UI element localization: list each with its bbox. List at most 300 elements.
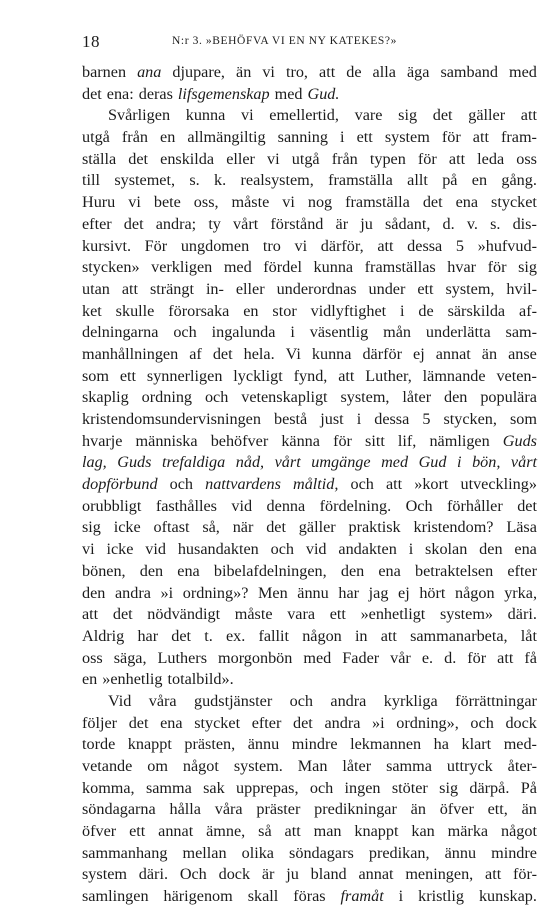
word: 5 (422, 410, 431, 428)
word: få (524, 648, 537, 667)
text-line (82, 539, 537, 561)
word: ena: (106, 84, 134, 103)
word: ena (177, 561, 200, 580)
word: meningen, (405, 865, 474, 884)
word: stycken» (82, 258, 140, 277)
word: måste (234, 605, 273, 624)
word: kan (411, 822, 435, 841)
word: gång. (501, 171, 537, 190)
word: sak (203, 778, 225, 797)
word: vårt (233, 214, 259, 233)
word: gudstjänster (193, 691, 273, 710)
word: vår (390, 648, 411, 667)
word: vare (354, 106, 383, 125)
word: vid (145, 540, 166, 559)
text-line (82, 843, 537, 865)
word: fördelning. (319, 496, 392, 515)
word: för (487, 258, 507, 277)
text-line (82, 387, 537, 409)
word: behöfver (210, 431, 269, 450)
word: det (82, 84, 102, 103)
word: så, (202, 518, 220, 537)
word: är (335, 214, 349, 233)
word: djupare, (172, 63, 225, 81)
word: i (356, 410, 362, 428)
word: däri. (138, 865, 168, 884)
word: öfver (439, 800, 474, 819)
word: på (442, 171, 458, 190)
word: hålla (169, 800, 201, 819)
word: något (182, 757, 219, 775)
word: mån (383, 323, 411, 342)
word: typen (369, 149, 406, 168)
word: vi (294, 236, 308, 255)
text-line (82, 517, 537, 539)
word: i (457, 453, 462, 472)
word: ena (514, 540, 537, 559)
running-title: N:r 3. »BEHÖFVA VI EN NY KATEKES?» (172, 35, 397, 47)
word: annat (435, 344, 471, 363)
word: något (501, 822, 537, 841)
word: samlingen (82, 887, 149, 906)
word: enskilda (160, 149, 215, 168)
word: alla (372, 63, 396, 81)
text-line (82, 821, 537, 843)
word: ty (208, 214, 221, 233)
word: stycket (194, 713, 241, 732)
word: däri. (507, 605, 537, 624)
word: våra (214, 800, 243, 819)
word: oss (82, 648, 103, 667)
text-line (82, 366, 537, 388)
word: s. (189, 171, 200, 190)
word: ämne, (206, 822, 246, 841)
text-line (82, 214, 537, 236)
word: särskilda (447, 301, 506, 320)
word: k. (214, 171, 227, 190)
word: det (293, 713, 313, 732)
word: en (243, 301, 259, 320)
word: mindre (291, 735, 338, 754)
word: sig (398, 106, 418, 125)
word: de (418, 301, 434, 320)
word: manhållningen (82, 344, 179, 363)
word: från (121, 128, 148, 147)
word: underlätta (425, 323, 491, 342)
word: framåt (340, 887, 384, 906)
word: ett (329, 605, 346, 624)
text-line (82, 431, 537, 453)
text-line (82, 236, 537, 258)
word: med (381, 453, 409, 472)
word: framställa (345, 193, 410, 212)
word: orubbligt (82, 496, 142, 515)
word: är (261, 865, 275, 884)
word: ej (398, 583, 410, 602)
word: skulle (115, 301, 155, 320)
word: oss (516, 149, 537, 168)
word: umgänge (311, 453, 371, 472)
word: vetenskapligt (241, 388, 328, 407)
word: det (171, 626, 192, 645)
word: i (408, 540, 414, 559)
word: 5 (455, 236, 464, 255)
text-line (82, 561, 537, 583)
text-line (82, 279, 537, 301)
word: Gud. (307, 84, 340, 103)
word: Guds (117, 453, 152, 472)
word: Vi (285, 344, 301, 363)
word: d. (442, 214, 455, 233)
word: utveckling» (460, 475, 537, 494)
word: sådant, (385, 214, 431, 233)
word: e. (421, 648, 434, 667)
word: den (139, 561, 164, 580)
word: förrättningar (455, 691, 537, 710)
word: det (432, 106, 453, 125)
word: efter (251, 713, 282, 732)
word: morgonbön (218, 648, 293, 667)
word: förhåller (447, 496, 503, 515)
word: för- (513, 865, 537, 884)
word: vara (287, 605, 316, 624)
word: dopförbund (82, 475, 158, 494)
word: lag, (82, 453, 107, 472)
word: måltid, (293, 475, 339, 494)
word: och (350, 475, 374, 494)
word: d. (444, 648, 457, 667)
word: vetande (82, 757, 133, 775)
word: så (258, 822, 272, 841)
word: »enhetlig (102, 670, 163, 689)
word: sig (82, 518, 101, 537)
word: Och (179, 865, 207, 884)
word: af (189, 344, 202, 363)
word: utan (82, 279, 110, 298)
word: uttryck (446, 757, 493, 775)
word: äga (406, 63, 430, 81)
word: ej (413, 344, 425, 363)
word: tro, (285, 63, 308, 81)
word: med- (503, 735, 537, 754)
word: ingen (344, 778, 381, 797)
word: yrka, (504, 583, 537, 602)
word: föras (293, 887, 326, 906)
word: nämligen (429, 431, 490, 450)
word: ett (129, 822, 146, 841)
word: stöter (391, 778, 428, 797)
word: som (82, 366, 109, 385)
word: fasthålles (155, 496, 217, 515)
word: hvarje (82, 431, 123, 450)
text-line (82, 322, 537, 344)
word: vi (240, 106, 254, 125)
word: utgå (291, 149, 320, 168)
word: därpå. (469, 778, 510, 797)
word: ett (356, 128, 373, 147)
word: ena (160, 713, 183, 732)
word: härigenom (163, 887, 233, 906)
word: deras (138, 84, 173, 103)
word: söndagarna (82, 800, 156, 819)
word: det (212, 344, 233, 363)
word: »i (372, 713, 385, 732)
word: vi (282, 193, 295, 212)
word: »enhetligt (360, 605, 426, 624)
word: mellan (182, 843, 227, 862)
word: samband (440, 63, 498, 81)
word: att (380, 626, 397, 645)
word: öfver (82, 822, 117, 841)
text-line (82, 583, 537, 605)
word: annat (158, 822, 194, 841)
body-text (82, 62, 537, 908)
word: husandakten (177, 540, 259, 559)
word: klart (461, 735, 492, 754)
word: om (147, 757, 168, 775)
word: andra (324, 713, 361, 732)
word: nödvändigt (147, 605, 221, 624)
word: och (173, 323, 197, 342)
word: tro (262, 236, 281, 255)
word: lif, (397, 431, 417, 450)
word: att (485, 865, 502, 884)
text-line (82, 257, 537, 279)
word: nåd, (235, 453, 265, 472)
word: verkligen (151, 258, 213, 277)
word: sammanhang (82, 843, 168, 862)
word: förorsaka (168, 301, 230, 320)
word: med (223, 258, 252, 277)
word: än (521, 800, 537, 819)
word: sitt (365, 431, 385, 450)
word: skaplig (82, 388, 129, 407)
word: den (82, 583, 106, 602)
word: den (479, 540, 503, 559)
word: än (481, 344, 498, 363)
word: ex. (225, 626, 246, 645)
word: i (400, 301, 405, 320)
word: vid (231, 496, 253, 515)
word: väsentlig (309, 323, 369, 342)
word: som (509, 410, 537, 428)
word: utgå (82, 128, 110, 147)
word: i (398, 887, 404, 906)
word: sanning (277, 128, 328, 147)
word: bland (310, 865, 347, 884)
word: man (313, 822, 342, 841)
word: vidlyftighet (310, 301, 387, 320)
word: för (467, 648, 487, 667)
word: de (346, 63, 362, 81)
word: lyckligt (233, 366, 283, 385)
word: lämnande (422, 366, 486, 385)
word: populära (480, 388, 537, 407)
word: ett (417, 279, 434, 298)
word: med (509, 63, 537, 81)
word: den (340, 561, 365, 580)
word: oss, (193, 193, 219, 212)
word: gäller (468, 106, 506, 125)
word: torde (82, 735, 116, 754)
text-line (82, 62, 537, 84)
word: fynd, (293, 366, 328, 385)
word: en (160, 128, 176, 147)
word: måste (231, 193, 270, 212)
word: någon (455, 583, 495, 602)
word: och (289, 691, 313, 710)
word: allmängiltig (187, 128, 266, 147)
word: lifsgemenskap (177, 84, 270, 103)
text-line (82, 170, 537, 192)
word: sig (439, 778, 459, 797)
word: annat (358, 865, 394, 884)
word: Huru (82, 193, 116, 212)
text-line (82, 301, 537, 323)
word: låter (342, 757, 372, 775)
word: bönen, (82, 561, 126, 580)
word: märka (447, 822, 489, 841)
text-line (82, 886, 537, 908)
word: att (472, 128, 489, 147)
word: in- (205, 279, 224, 298)
word: Luther, (365, 366, 412, 385)
word: olika (241, 843, 274, 862)
word: ju (286, 865, 299, 884)
word: att (448, 149, 466, 168)
word: ett (119, 366, 137, 385)
word: lekmannen (350, 735, 422, 754)
word: för (333, 431, 352, 450)
word: det (123, 214, 144, 233)
word: leda (477, 149, 505, 168)
word: Läsa (506, 518, 537, 537)
word: och (169, 475, 194, 494)
word: i (290, 323, 295, 342)
word: ännu (247, 735, 280, 754)
word: ha (433, 735, 449, 754)
text-line (82, 713, 537, 735)
word: än (236, 63, 252, 81)
word: anse (508, 344, 537, 363)
word: dessa (407, 236, 443, 255)
word: ungdomen (180, 236, 250, 255)
word: gäller (298, 518, 336, 537)
word: framställa (328, 171, 393, 190)
word: vi (267, 149, 280, 168)
word: nog (307, 193, 333, 212)
word: dis- (512, 214, 537, 233)
text-line (82, 669, 537, 691)
word: bestå (273, 410, 308, 428)
word: dessa (374, 410, 410, 428)
word: en (82, 670, 98, 689)
word: skall (247, 887, 279, 906)
word: system. (233, 757, 283, 775)
word: jag (368, 583, 389, 602)
word: för (441, 128, 461, 147)
word: oftast (153, 518, 190, 537)
text-line (82, 734, 537, 756)
word: och (270, 540, 294, 559)
word: Men (258, 583, 288, 602)
word: ana (137, 63, 162, 81)
word: därför (362, 344, 402, 363)
word: knappt (127, 735, 172, 754)
word: predikan, (368, 843, 430, 862)
word: andra; (155, 214, 197, 233)
word: s. (490, 214, 501, 233)
word: För (144, 236, 168, 255)
word: i (340, 128, 345, 147)
text-line (82, 756, 537, 778)
word: ställa (82, 149, 117, 168)
word: att (520, 106, 537, 125)
text-line (82, 344, 537, 366)
word: samma (145, 778, 192, 797)
word: kristendomsundervisningen (82, 410, 261, 428)
word: stor (272, 301, 297, 320)
word: andakten (338, 540, 397, 559)
word: strängt (149, 279, 194, 298)
word: ingalunda (211, 323, 276, 342)
word: att (319, 63, 336, 81)
word: samma (386, 757, 432, 775)
word: mindre (491, 843, 537, 862)
text-line (82, 105, 537, 127)
word: efter (82, 214, 112, 233)
word: skolan (425, 540, 468, 559)
word: predikningar (314, 800, 397, 819)
word: ju (360, 214, 373, 233)
word: framställas (364, 258, 436, 277)
word: för (417, 149, 437, 168)
word: systemet, (114, 171, 176, 190)
word: system, (340, 388, 390, 407)
word: hört (419, 583, 446, 602)
word: och (309, 778, 334, 797)
word: komma, (82, 778, 135, 797)
text-line (82, 648, 537, 670)
word: hela. (243, 344, 275, 363)
word: »i (160, 583, 174, 602)
word: det (422, 193, 443, 212)
word: betraktelsen (414, 561, 494, 580)
word: »kort (414, 475, 449, 494)
text-line (82, 127, 537, 149)
word: realsystem, (240, 171, 314, 190)
word: det (128, 713, 149, 732)
word: Svårligen (108, 106, 171, 125)
word: vid (305, 540, 327, 559)
word: fram- (501, 128, 537, 147)
word: fallit (258, 626, 290, 645)
word: och (204, 388, 229, 407)
word: system» (439, 605, 494, 624)
word: upprepas, (236, 778, 299, 797)
word: kristlig (418, 887, 464, 906)
text-line (82, 474, 537, 496)
word: kunna (313, 258, 354, 277)
text-line (82, 149, 537, 171)
word: stycket (491, 193, 537, 212)
text-line (82, 496, 537, 518)
word: kyrkliga (383, 691, 438, 710)
word: kunna (311, 344, 352, 363)
word: det (128, 149, 149, 168)
text-line (82, 409, 537, 431)
word: icke (106, 540, 134, 559)
